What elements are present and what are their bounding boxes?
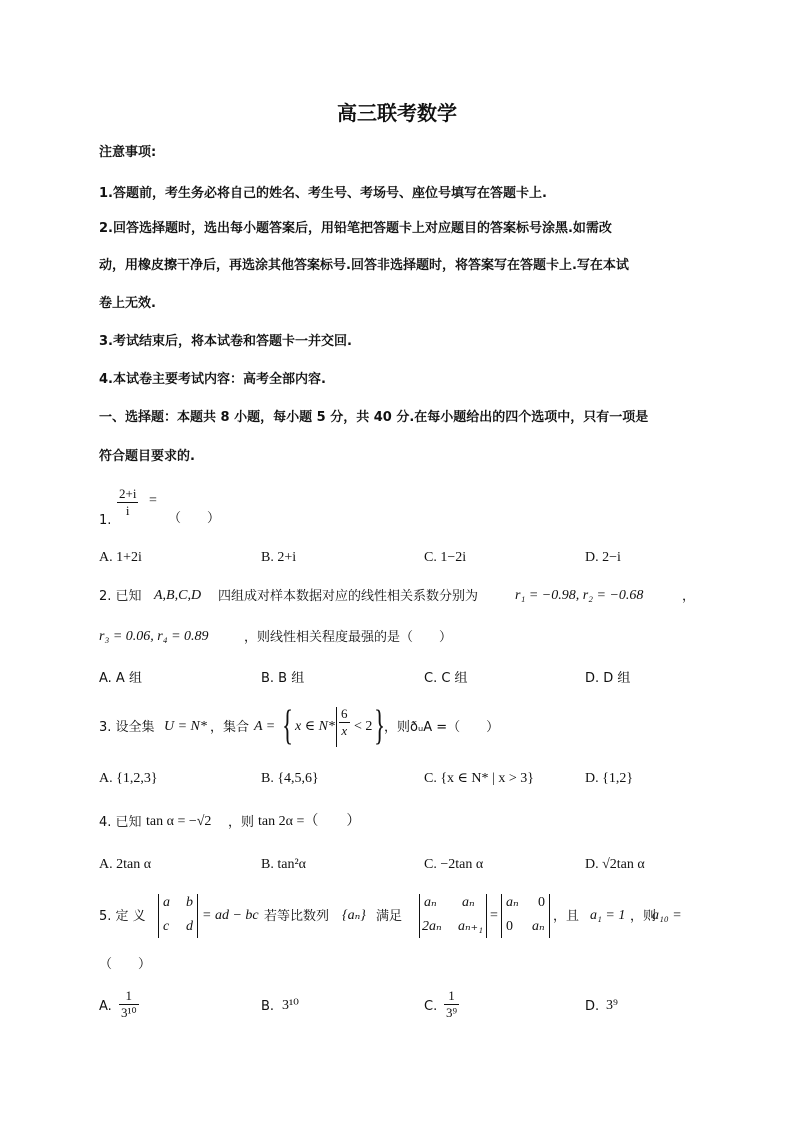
q5-option-d-label: D.: [585, 999, 600, 1014]
q1-answer-paren: （ ）: [168, 511, 221, 526]
q4-mid: ，则: [228, 815, 255, 830]
q3-option-b: B. {4,5,6}: [261, 771, 319, 786]
q5-det1-right-bar: [197, 894, 198, 938]
q5-option-c-fraction: [444, 988, 459, 1021]
q1-fraction: [117, 486, 138, 519]
q3-option-a: A. {1,2,3}: [99, 771, 158, 786]
q5-option-c-numerator: 1: [448, 988, 455, 1003]
q2-sets: A,B,C,D: [154, 588, 202, 603]
q1-denominator: i: [117, 502, 138, 519]
q4-target: tan 2α =（ ）: [258, 814, 361, 829]
q4-option-d: D. √2tan α: [585, 857, 645, 872]
q2-option-c: C. C 组: [424, 671, 468, 686]
q3-numerator: 6: [341, 706, 348, 721]
q3-mid: ，集合: [210, 720, 250, 735]
q5-det2-left-bar: [419, 894, 420, 938]
q4-option-b: B. tan²α: [261, 857, 306, 872]
q1-option-b: B. 2+i: [261, 550, 297, 565]
q5-det2-right-bar: [486, 894, 487, 938]
q5-det1-left-bar: [158, 894, 159, 938]
q4-condition: tan α = −√2: [146, 814, 212, 829]
q5-det3-a12: 0: [538, 895, 545, 910]
section-heading-cont: 符合题目要求的.: [99, 449, 195, 464]
q3-right-brace: }: [374, 703, 386, 749]
q2-option-b: B. B 组: [261, 671, 305, 686]
q5-det2-a21: 2aₙ: [422, 919, 442, 934]
q2-comma: ，: [682, 589, 696, 604]
notice-heading: 注意事项:: [99, 145, 157, 160]
q3-left-brace: {: [282, 703, 294, 749]
q5-definition: = ad − bc: [202, 908, 259, 923]
q5-option-a-numerator: 1: [125, 988, 133, 1003]
q5-det1-c: c: [163, 919, 170, 934]
q3-denominator: x: [339, 722, 350, 739]
section-heading: 一、选择题：本题共 8 小题，每小题 5 分，共 40 分.在每小题给出的四个选项中，只有一项是: [99, 410, 649, 425]
q5-det1-b: b: [186, 895, 193, 910]
q4-option-a: A. 2tan α: [99, 857, 152, 872]
q1-option-a: A. 1+2i: [99, 550, 142, 565]
notice-item-1: 1.答题前，考生务必将自己的姓名、考生号、考场号、座位号填写在答题卡上.: [99, 186, 547, 201]
q5-condition: 满足: [376, 909, 403, 924]
q2-question: ，则线性相关程度最强的是（ ）: [244, 630, 453, 645]
notice-item-2-cont: 动，用橡皮擦干净后，再选涂其他答案标号.回答非选择题时，将答案写在答题卡上.写在本试: [99, 258, 629, 273]
q2-option-a: A. A 组: [99, 671, 142, 686]
q3-option-c: C. {x ∈ N* | x > 3}: [424, 771, 534, 786]
notice-item-3: 3.考试结束后，将本试卷和答题卡一并交回.: [99, 334, 352, 349]
q2-r1-r2: r₁ = −0.98, r₂ = −0.68: [515, 588, 644, 603]
q5-and: ，且: [553, 909, 580, 924]
q5-option-c-label: C.: [424, 999, 438, 1014]
q5-det1-a: a: [163, 895, 170, 910]
q3-fraction: [339, 706, 350, 739]
q5-det3-left-bar: [501, 894, 502, 938]
q5-det3-a11: aₙ: [506, 895, 519, 910]
q5-equals: =: [490, 908, 498, 923]
q5-option-c-denominator: 3⁹: [446, 1005, 458, 1020]
q5-det1-d: d: [186, 919, 193, 934]
q2-r3-r4: r₃ = 0.06, r₄ = 0.89: [99, 629, 209, 644]
q3-universe: U = N*: [164, 719, 207, 734]
q1-option-d: D. 2−i: [585, 550, 621, 565]
q1-equals: =: [149, 493, 157, 508]
q2-option-d: D. D 组: [585, 671, 631, 686]
notice-item-2-end: 卷上无效.: [99, 296, 156, 311]
q5-option-a-fraction: [119, 988, 139, 1021]
q3-question: ，则ðᵤA =（ ）: [384, 720, 500, 735]
q5-prefix: 5. 定 义: [99, 909, 146, 924]
q2-prefix: 2. 已知: [99, 589, 142, 604]
q5-det3-right-bar: [549, 894, 550, 938]
q5-a1: a₁ = 1: [590, 908, 626, 923]
q5-then: ，则: [630, 909, 657, 924]
q2-stem: 四组成对样本数据对应的线性相关系数分别为: [218, 589, 479, 604]
q4-option-c: C. −2tan α: [424, 857, 484, 872]
q5-det2-a11: aₙ: [424, 895, 437, 910]
q1-numerator: 2+i: [119, 486, 137, 501]
q5-det2-a22: aₙ₊₁: [458, 919, 483, 934]
q5-option-a-label: A.: [99, 999, 112, 1014]
notice-item-2: 2.回答选择题时，选出每小题答案后，用铅笔把答题卡上对应题目的答案标号涂黑.如需改: [99, 221, 612, 236]
q5-option-d-value: 3⁹: [606, 998, 618, 1013]
q3-set-a-label: A =: [254, 719, 276, 734]
q5-det3-a21: 0: [506, 919, 513, 934]
q3-prefix: 3. 设全集: [99, 720, 155, 735]
q3-set-element: x ∈ N*: [295, 719, 335, 734]
page-title: 高三联考数学: [337, 101, 457, 125]
q3-inequality: < 2: [354, 719, 373, 734]
q5-mid: 若等比数列: [264, 909, 330, 924]
q5-option-a-denominator: 3¹⁰: [121, 1005, 137, 1020]
q5-a10: a₁₀ =: [652, 908, 682, 923]
q5-answer-paren: （ ）: [99, 957, 152, 972]
q1-number: 1.: [99, 513, 112, 528]
q3-option-d: D. {1,2}: [585, 771, 634, 786]
q3-set-bar: [336, 707, 337, 747]
q1-option-c: C. 1−2i: [424, 550, 467, 565]
q4-prefix: 4. 已知: [99, 815, 142, 830]
q5-det2-a12: aₙ: [462, 895, 475, 910]
q5-option-b-value: 3¹⁰: [282, 998, 299, 1013]
q5-sequence: {aₙ}: [342, 908, 366, 923]
notice-item-4: 4.本试卷主要考试内容：高考全部内容.: [99, 372, 326, 387]
q5-det3-a22: aₙ: [532, 919, 545, 934]
q5-option-b-label: B.: [261, 999, 275, 1014]
